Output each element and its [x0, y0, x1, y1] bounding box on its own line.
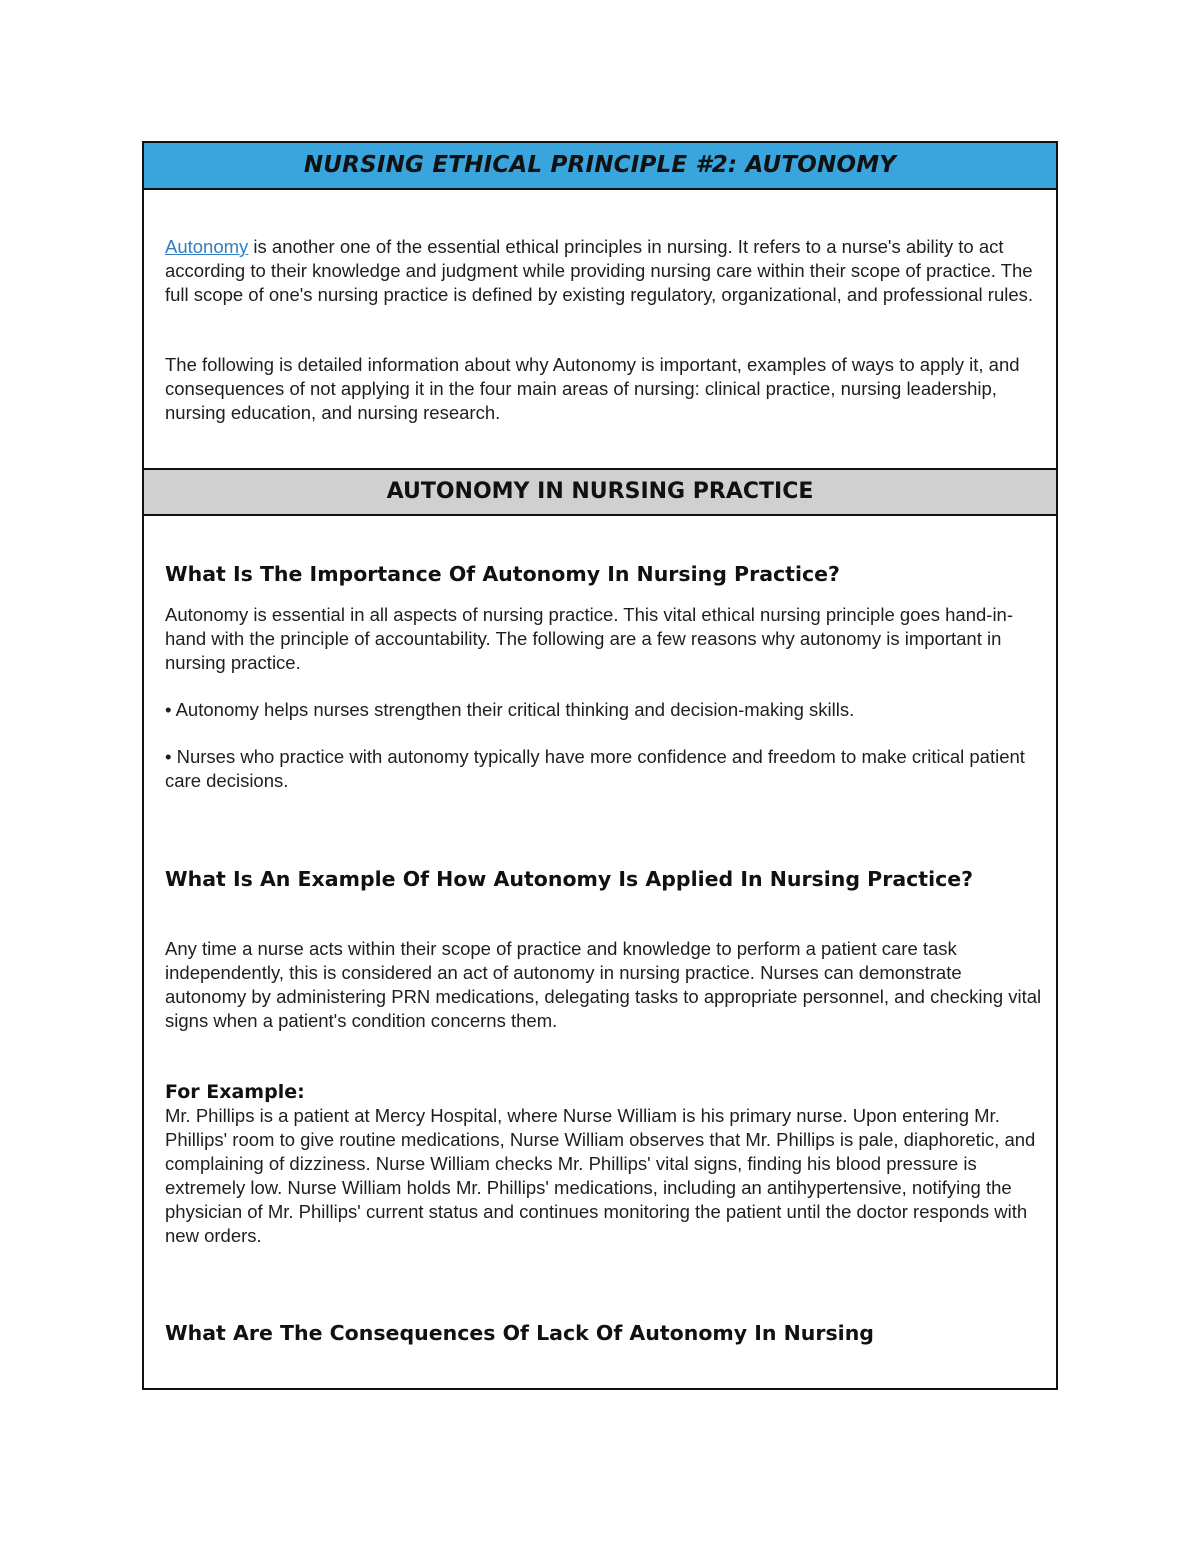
- example-text: Mr. Phillips is a patient at Mercy Hospital, where Nurse William is his primary nurse. Upon entering Mr. Phillips' room to give routine medications, Nurse William observes that Mr. Phillips is pale, diaphoretic, and complaining of dizziness. Nurse William checks Mr. Phillips' vital signs, finding his blood pressure is extremely low. Nurse William holds Mr. Phillips' medications, including an antihypertensive, notifying the physician of Mr. Phillips' current status and continues monitoring the patient until the doctor responds with new orders.: [165, 1105, 1036, 1246]
- example-paragraph: Any time a nurse acts within their scope of practice and knowledge to perform a patient care task independently, this is considered an act of autonomy in nursing practice. Nurses can demonstrate autonomy by administering PRN medications, delegating tasks to appropriate personnel, and checking vital signs when a patient's condition concerns them.: [165, 938, 1042, 1031]
- intro-paragraph-1: [165, 235, 1045, 307]
- title-bar: [144, 141, 1056, 190]
- example-label: For Example:: [165, 1081, 305, 1103]
- document-frame: [142, 141, 1058, 1390]
- autonomy-link[interactable]: Autonomy: [165, 236, 249, 257]
- example-heading: What Is An Example Of How Autonomy Is Applied In Nursing Practice?: [165, 867, 974, 891]
- importance-bullet: • Autonomy helps nurses strengthen their critical thinking and decision-making skills.: [165, 699, 855, 720]
- section-bar: [144, 468, 1056, 516]
- section-title: AUTONOMY IN NURSING PRACTICE: [386, 479, 814, 504]
- intro-paragraph-1-text: is another one of the essential ethical principles in nursing. It refers to a nurse's ability to act according to their knowledge and judgment while providing nursing care within their scope of practice. The full scope of one's nursing practice is defined by existing regulatory, organizational, and professional rules.: [165, 236, 1034, 305]
- example-box: [165, 1080, 1045, 1248]
- consequences-heading: What Are The Consequences Of Lack Of Autonomy In Nursing: [165, 1321, 874, 1345]
- importance-heading: What Is The Importance Of Autonomy In Nursing Practice?: [165, 562, 840, 586]
- page-title: NURSING ETHICAL PRINCIPLE #2: AUTONOMY: [303, 152, 897, 178]
- intro-paragraph-2: The following is detailed information about why Autonomy is important, examples of ways to apply it, and consequences of not applying it in the four main areas of nursing: clinical practice, nursing leadership, nursing education, and nursing research.: [165, 354, 1020, 423]
- importance-paragraph: Autonomy is essential in all aspects of nursing practice. This vital ethical nursing principle goes hand-in-hand with the principle of accountability. The following are a few reasons why autonomy is important in nursing practice.: [165, 604, 1014, 673]
- importance-bullet: • Nurses who practice with autonomy typically have more confidence and freedom to make critical patient care decisions.: [165, 746, 1025, 791]
